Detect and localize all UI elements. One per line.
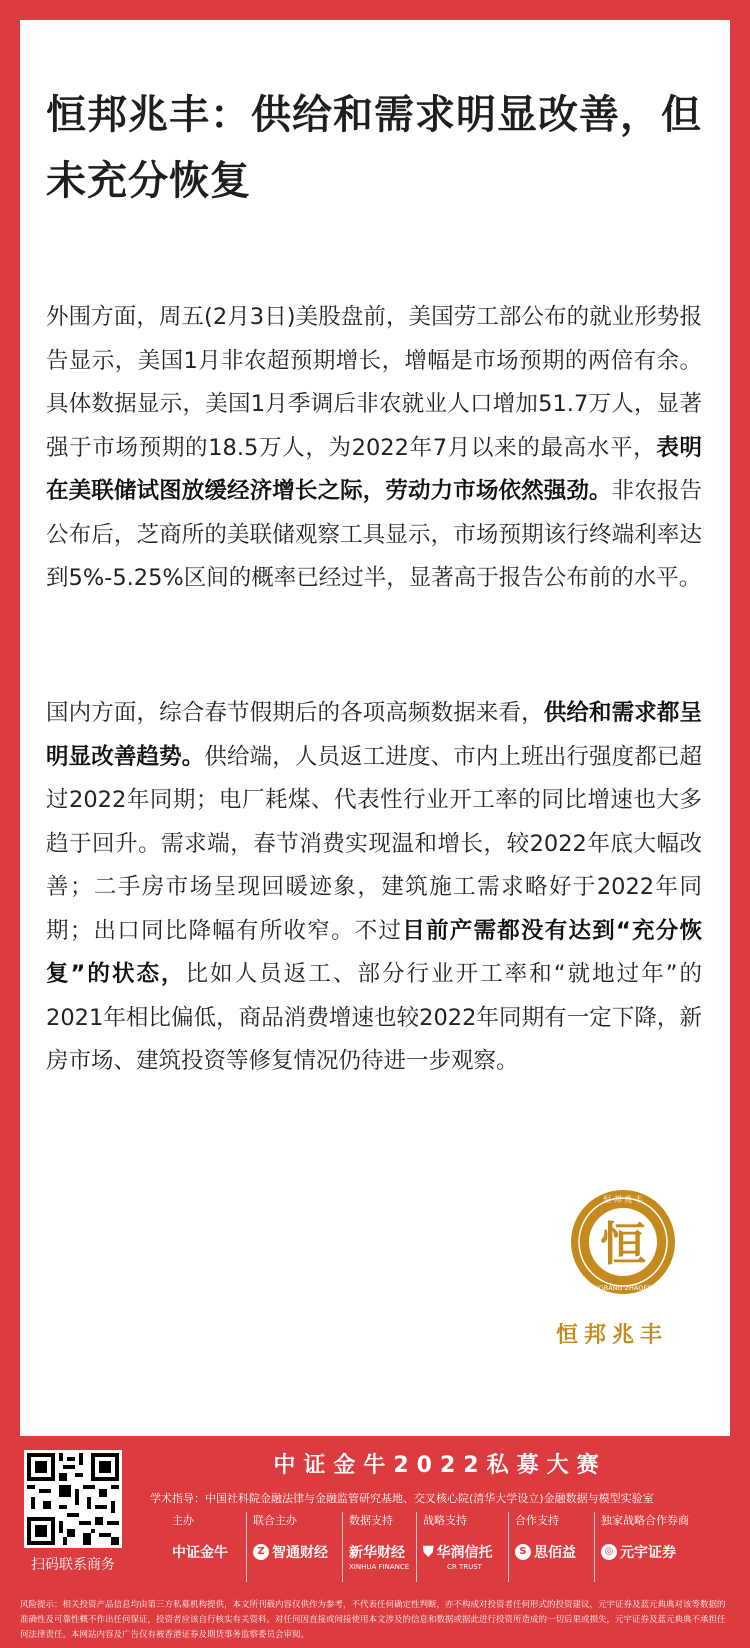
qr-code-icon (27, 1453, 119, 1545)
p2-bold-1: 供给和需求都呈明显改善趋势。 (46, 700, 702, 770)
sponsor-role: 数据支持 (349, 1514, 393, 1527)
crtrust-logo-icon: ⛊ (423, 1544, 434, 1560)
contest-title: 中证金牛2022私募大赛 (273, 1453, 607, 1478)
p1-bold: 表明在美联储试图放缓经济增长之际，劳动力市场依然强劲。 (46, 434, 702, 504)
article-title: 恒邦兆丰：供给和需求明显改善，但未充分恢复 (46, 92, 702, 204)
sponsor-sub: CR TRUST (447, 1563, 482, 1571)
sbi-logo-icon: S (515, 1544, 531, 1560)
sponsor-name: 智通财经 (272, 1545, 328, 1561)
svg-text:恒 邦 兆 丰: 恒 邦 兆 丰 (603, 1195, 643, 1204)
hengbang-logo (556, 1186, 678, 1356)
sponsor-name: 新华财经 (349, 1545, 405, 1561)
svg-text:恒: 恒 (600, 1217, 646, 1271)
article-card (20, 20, 730, 1436)
qr-code[interactable] (24, 1450, 122, 1548)
sponsor-name: 元宇证券 (620, 1545, 676, 1561)
sponsor-role: 主办 (172, 1514, 194, 1527)
sponsor-data (342, 1512, 419, 1582)
sponsor-row (172, 1512, 732, 1582)
sponsor-name: 中证金牛 (172, 1545, 228, 1561)
zhitong-logo-icon: Z (253, 1544, 269, 1560)
sponsor-role: 联合主办 (253, 1514, 297, 1527)
sponsor-role: 战略支持 (423, 1514, 467, 1527)
p2-text-a: 国内方面，综合春节假期后的各项高频数据来看， (46, 700, 544, 726)
sponsor-role: 独家战略合作券商 (601, 1514, 689, 1527)
logo-text: 恒邦兆丰 (556, 1322, 669, 1348)
paragraph-domestic (46, 692, 702, 1084)
risk-disclaimer: 风险提示：相关投资产品信息均由第三方私募机构提供，本文所刊载内容仅供作为参考，不代表任何确定性判断，亦不构成对投资者任何形式的投资建议，元宇证券及蓝元典典对该等数据的准确性及可靠性概不作出任何保证，投资者应该自行核实有关资料。对任何因直接或间接使用本文涉及的信息和数据或据此进行投资所造成的一切后果或损失，元宇证券及蓝元典典不承担任何法律责任。本网站内容及广告仅有被香港证券及期货事务监察委员会审阅。 (20, 1600, 726, 1640)
sponsor-strategic (416, 1512, 511, 1582)
sponsor-sub: XINHUA FINANCE (349, 1563, 410, 1571)
p1-text-c: 非农报告公布后，芝商所的美联储观察工具显示，市场预期该行终端利率达到5%-5.25%区间的概率已经过半，显著高于报告公布前的水平。 (46, 478, 702, 591)
sponsor-co-host (246, 1512, 345, 1582)
p2-text-c: 供给端，人员返工进度、市内上班出行强度都已超过2022年同期；电厂耗煤、代表性行业开工率的同比增速也大多趋于回升。需求端，春节消费实现温和增长，较2022年底大幅改善；二手房市场呈现回暖迹象，建筑施工需求略好于2022年同期；出口同比降幅有所收窄。不过 (46, 743, 702, 944)
sponsor-host (172, 1512, 242, 1582)
p1-text-a: 外围方面，周五(2月3日)美股盘前，美国劳工部公布的就业形势报告显示，美国1月非农超预期增长，增幅是市场预期的两倍有余。具体数据显示，美国1月季调后非农就业人口增加51.7万人，显著强于市场预期的18.5万人，为2022年7月以来的最高水平， (46, 304, 702, 461)
sponsor-broker (594, 1512, 731, 1582)
qr-label: 扫码联系商务 (31, 1557, 115, 1573)
sponsor-role: 合作支持 (515, 1514, 559, 1527)
academic-guidance: 学术指导：中国社科院金融法律与金融监管研究基地、交叉核心院(清华大学设立)金融数据与模型实验室 (150, 1492, 654, 1505)
svg-text:HENGBANG ZHAOFENG: HENGBANG ZHAOFENG (584, 1284, 662, 1292)
yuanyu-logo-icon: ◎ (601, 1544, 617, 1560)
p2-text-e: 比如人员返工、部分行业开工率和“就地过年”的2021年相比偏低，商品消费增速也较2022年同期有一定下降，新房市场、建筑投资等修复情况仍待进一步观察。 (46, 961, 702, 1074)
sponsor-name: 华润信托 (436, 1545, 493, 1561)
hengbang-seal-icon (568, 1186, 678, 1306)
p2-bold-2: 目前产需都没有达到“充分恢复”的状态， (46, 917, 702, 987)
sponsor-name: 思佰益 (534, 1545, 576, 1561)
paragraph-overseas (46, 296, 702, 601)
sponsor-cooperation (508, 1512, 597, 1582)
